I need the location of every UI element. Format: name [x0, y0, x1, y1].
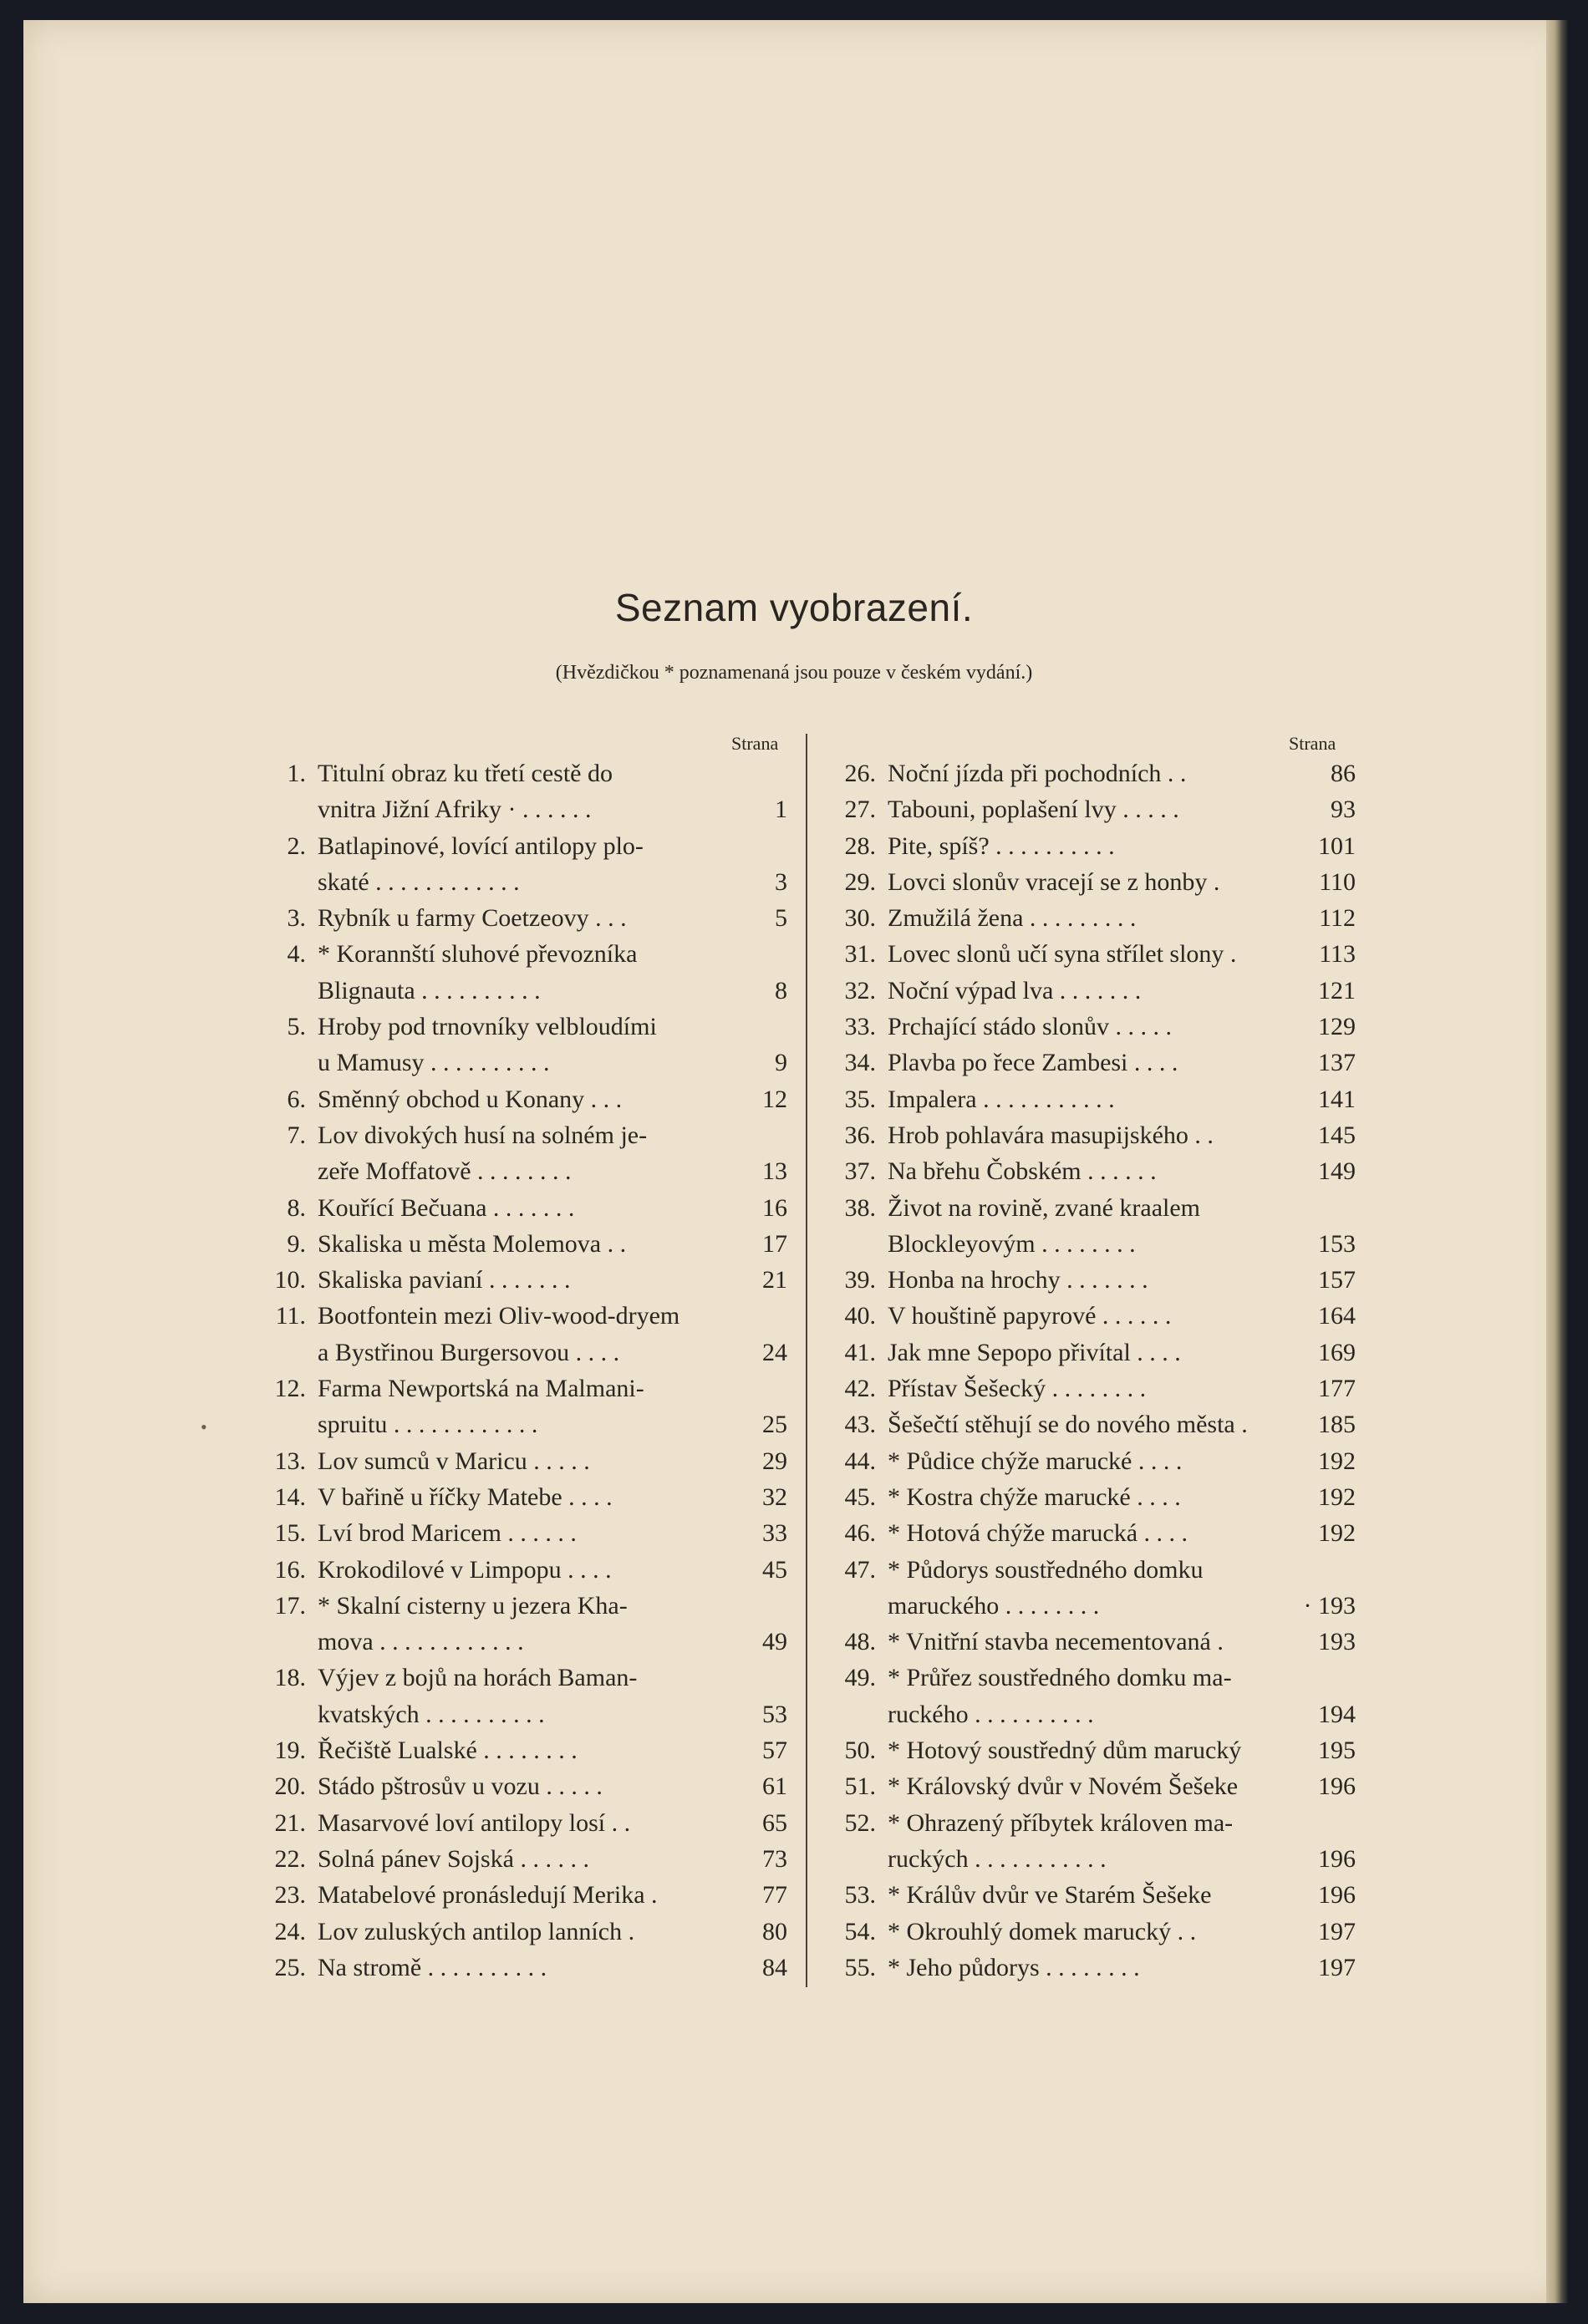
- toc-entry: [259, 1696, 787, 1732]
- toc-entry: [259, 1660, 787, 1696]
- right-column: [829, 755, 1356, 1986]
- entry-page: 93: [1331, 796, 1356, 824]
- entry-number: 15.: [274, 1519, 306, 1548]
- entry-title: Noční výpad lva . . . . . . .: [888, 976, 1142, 1004]
- toc-entry: [829, 1190, 1356, 1226]
- toc-entry: [259, 1914, 787, 1950]
- entry-number: 32.: [844, 976, 876, 1004]
- entry-page: 21: [762, 1266, 787, 1294]
- toc-entry: [829, 1588, 1356, 1624]
- toc-entry: [259, 755, 787, 791]
- entry-number: 43.: [844, 1411, 876, 1439]
- entry-page: 53: [762, 1700, 787, 1728]
- entry-page: 61: [762, 1772, 787, 1801]
- entry-page: 192: [1318, 1447, 1356, 1475]
- entry-page: 197: [1318, 1953, 1356, 1981]
- entry-number: 29.: [844, 867, 876, 896]
- entry-title: * Korannští sluhové převozníka: [318, 940, 638, 969]
- entry-title: Blockleyovým . . . . . . . .: [888, 1229, 1136, 1258]
- entry-number: 40.: [844, 1302, 876, 1330]
- entry-title: * Jeho půdorys . . . . . . . .: [888, 1953, 1140, 1981]
- entry-page: · 193: [1303, 1591, 1356, 1620]
- entry-title: Solná pánev Sojská . . . . . .: [318, 1844, 589, 1873]
- toc-entry: [259, 936, 787, 972]
- entry-page: 57: [762, 1737, 787, 1765]
- entry-title: * Královský dvůr v Novém Šešeke: [888, 1772, 1239, 1801]
- entry-page: 33: [762, 1519, 787, 1548]
- entry-title: Titulní obraz ku třetí cestě do: [318, 760, 613, 787]
- entry-number: 6.: [287, 1085, 306, 1113]
- entry-number: 47.: [844, 1555, 876, 1584]
- toc-entry: [829, 1009, 1356, 1045]
- entry-page: 9: [775, 1049, 787, 1077]
- entry-title: Výjev z bojů na horách Baman-: [318, 1664, 638, 1692]
- entry-title: Krokodilové v Limpopu . . . .: [318, 1555, 612, 1584]
- entry-number: 39.: [844, 1266, 876, 1294]
- entry-page: 77: [762, 1881, 787, 1910]
- entry-number: 12.: [274, 1375, 306, 1403]
- entry-page: 110: [1319, 867, 1356, 896]
- entry-title: Skaliska pavianí . . . . . . .: [318, 1266, 571, 1294]
- entry-title: u Mamusy . . . . . . . . . .: [318, 1049, 550, 1077]
- entry-title: Pite, spíš? . . . . . . . . . .: [888, 831, 1115, 860]
- entry-page: 45: [762, 1555, 787, 1584]
- entry-number: 25.: [274, 1953, 306, 1981]
- entry-title: Plavba po řece Zambesi . . . .: [888, 1049, 1178, 1077]
- toc-entry: [259, 900, 787, 936]
- toc-entry: [829, 1153, 1356, 1189]
- entry-page: 25: [762, 1411, 787, 1439]
- toc-entry: [829, 1696, 1356, 1732]
- entry-page: 157: [1318, 1266, 1356, 1294]
- entry-title: Život na rovině, zvané kraalem: [888, 1193, 1201, 1222]
- entry-title: Bootfontein mezi Oliv-wood-dryem: [318, 1302, 680, 1330]
- toc-entry: [259, 791, 787, 827]
- entry-number: 23.: [274, 1881, 306, 1910]
- entry-number: 50.: [844, 1737, 876, 1765]
- entry-page: 80: [762, 1917, 787, 1945]
- toc-entry: [829, 1298, 1356, 1334]
- strana-header-right: Strana: [1289, 733, 1336, 754]
- page-title: Seznam vyobrazení.: [614, 586, 974, 629]
- toc-entry: [829, 973, 1356, 1009]
- entry-title: Směnný obchod u Konany . . .: [318, 1085, 623, 1113]
- entry-page: 8: [775, 976, 787, 1004]
- entry-page: 192: [1318, 1519, 1356, 1548]
- entry-page: 1: [775, 796, 787, 824]
- entry-number: 31.: [844, 940, 876, 969]
- strana-header-left: Strana: [731, 733, 779, 754]
- entry-page: 197: [1318, 1917, 1356, 1945]
- entry-title: ruckého . . . . . . . . . .: [888, 1700, 1094, 1728]
- toc-entry: [829, 936, 1356, 972]
- entry-title: * Kostra chýže marucké . . . .: [888, 1482, 1181, 1511]
- toc-entry: [259, 1732, 787, 1768]
- toc-entry: [259, 1950, 787, 1986]
- margin-mark: •: [201, 1416, 207, 1437]
- toc-entry: [829, 1950, 1356, 1986]
- toc-entry: [259, 1298, 787, 1334]
- entry-number: 36.: [844, 1121, 876, 1149]
- entry-title: Batlapinové, lovící antilopy plo-: [318, 831, 644, 860]
- entry-number: 55.: [844, 1953, 876, 1981]
- entry-title: Hroby pod trnovníky velbloudími: [318, 1013, 657, 1041]
- entry-number: 21.: [274, 1808, 306, 1837]
- entry-page: 137: [1318, 1049, 1356, 1077]
- entry-number: 3.: [287, 904, 306, 933]
- entry-page: 113: [1319, 940, 1356, 969]
- entry-title: Kouřící Bečuana . . . . . . .: [318, 1193, 575, 1222]
- entry-title: Lov divokých husí na solném je-: [318, 1121, 648, 1149]
- entry-number: 16.: [274, 1555, 306, 1584]
- page-edge: [1546, 20, 1568, 2303]
- entry-title: ruckých . . . . . . . . . . .: [888, 1844, 1107, 1873]
- entry-number: 8.: [287, 1193, 306, 1222]
- toc-entry: [829, 1515, 1356, 1551]
- entry-number: 45.: [844, 1482, 876, 1511]
- entry-title: Šešečtí stěhují se do nového města .: [888, 1411, 1248, 1439]
- entry-number: 48.: [844, 1628, 876, 1656]
- entry-number: 10.: [274, 1266, 306, 1294]
- entry-page: 65: [762, 1808, 787, 1837]
- entry-title: * Hotový soustředný dům marucký: [888, 1737, 1242, 1765]
- entry-number: 14.: [274, 1482, 306, 1511]
- toc-entry: [259, 1552, 787, 1588]
- toc-entry: [259, 1877, 787, 1913]
- entry-title: vnitra Jižní Afriky · . . . . . .: [318, 796, 592, 824]
- toc-entry: [259, 1045, 787, 1081]
- entry-title: * Půdice chýže marucké . . . .: [888, 1447, 1183, 1475]
- entry-title: Skaliska u města Molemova . .: [318, 1229, 627, 1258]
- entry-number: 51.: [844, 1772, 876, 1801]
- entry-number: 19.: [274, 1737, 306, 1765]
- toc-entry: [829, 1335, 1356, 1370]
- toc-entry: [829, 1660, 1356, 1696]
- entry-number: 20.: [274, 1772, 306, 1801]
- entry-page: 169: [1318, 1338, 1356, 1366]
- toc-entry: [829, 1045, 1356, 1081]
- entry-number: 11.: [275, 1302, 306, 1330]
- entry-title: * Okrouhlý domek marucký . .: [888, 1917, 1197, 1945]
- entry-number: 26.: [844, 760, 876, 787]
- toc-entry: [259, 1624, 787, 1660]
- entry-number: 53.: [844, 1881, 876, 1910]
- toc-entry: [829, 1805, 1356, 1841]
- entry-title: Impalera . . . . . . . . . . .: [888, 1085, 1115, 1113]
- page-subtitle: (Hvězdičkou * poznamenaná jsou pouze v českém vydání.): [555, 662, 1033, 684]
- entry-page: 153: [1318, 1229, 1356, 1258]
- toc-entry: [829, 1479, 1356, 1515]
- entry-title: Farma Newportská na Malmani-: [318, 1375, 644, 1403]
- entry-number: 46.: [844, 1519, 876, 1548]
- entry-title: Lov zuluských antilop lanních .: [318, 1917, 635, 1945]
- entry-title: Zmužilá žena . . . . . . . . .: [888, 904, 1137, 933]
- toc-entry: [829, 1081, 1356, 1117]
- toc-entry: [829, 900, 1356, 936]
- entry-page: 12: [762, 1085, 787, 1113]
- toc-entry: [259, 1479, 787, 1515]
- toc-entry: [259, 1588, 787, 1624]
- entry-number: 4.: [287, 940, 306, 969]
- entry-page: 13: [762, 1157, 787, 1186]
- entry-page: 195: [1318, 1737, 1356, 1765]
- entry-page: 84: [762, 1953, 787, 1981]
- entry-page: 196: [1318, 1772, 1356, 1801]
- toc-entry: [829, 1552, 1356, 1588]
- toc-entry: [259, 1009, 787, 1045]
- entry-title: Hrob pohlavára masupijského . .: [888, 1121, 1214, 1149]
- entry-number: 5.: [287, 1013, 306, 1041]
- toc-entry: [259, 864, 787, 900]
- entry-title: Lví brod Maricem . . . . . .: [318, 1519, 577, 1548]
- entry-page: 194: [1318, 1700, 1356, 1728]
- entry-number: 33.: [844, 1013, 876, 1041]
- left-column: [259, 755, 787, 1986]
- entry-number: 2.: [287, 831, 306, 860]
- entry-title: Noční jízda při pochodních . .: [888, 760, 1187, 787]
- entry-title: Lovci slonův vracejí se z honby .: [888, 867, 1220, 896]
- entry-page: 16: [762, 1193, 787, 1222]
- toc-entry: [259, 1805, 787, 1841]
- entry-page: 177: [1318, 1375, 1356, 1403]
- entry-title: Blignauta . . . . . . . . . .: [318, 976, 541, 1004]
- entry-title: * Skalní cisterny u jezera Kha-: [318, 1591, 628, 1620]
- column-divider: [806, 734, 807, 1987]
- entry-title: Přístav Šešecký . . . . . . . .: [888, 1375, 1147, 1403]
- toc-entry: [259, 1190, 787, 1226]
- entry-page: 196: [1318, 1844, 1356, 1873]
- toc-entry: [829, 1768, 1356, 1804]
- entry-number: 24.: [274, 1917, 306, 1945]
- entry-title: zeře Moffatově . . . . . . . .: [318, 1157, 572, 1186]
- entry-title: * Hotová chýže marucká . . . .: [888, 1519, 1188, 1548]
- entry-page: 24: [762, 1338, 787, 1366]
- entry-number: 13.: [274, 1447, 306, 1475]
- entry-title: a Bystřinou Burgersovou . . . .: [318, 1338, 620, 1366]
- entry-number: 27.: [844, 796, 876, 824]
- entry-title: Honba na hrochy . . . . . . .: [888, 1266, 1148, 1294]
- entry-number: 17.: [274, 1591, 306, 1620]
- toc-entry: [259, 1370, 787, 1406]
- entry-page: 141: [1318, 1085, 1356, 1113]
- entry-title: Jak mne Sepopo přivítal . . . .: [888, 1338, 1181, 1366]
- entry-page: 73: [762, 1844, 787, 1873]
- entry-title: * Vnitřní stavba necementovaná .: [888, 1628, 1224, 1656]
- entry-page: 164: [1318, 1302, 1356, 1330]
- entry-title: * Ohrazený příbytek královen ma-: [888, 1808, 1234, 1837]
- entry-title: maruckého . . . . . . . .: [888, 1591, 1100, 1620]
- toc-entry: [259, 1226, 787, 1262]
- toc-entry: [259, 1406, 787, 1442]
- entry-page: 112: [1319, 904, 1356, 933]
- entry-number: 30.: [844, 904, 876, 933]
- toc-entry: [259, 973, 787, 1009]
- entry-title: Prchající stádo slonův . . . . .: [888, 1013, 1172, 1041]
- toc-entry: [829, 1877, 1356, 1913]
- entry-number: 7.: [287, 1121, 306, 1149]
- entry-page: 196: [1318, 1881, 1356, 1910]
- toc-entry: [829, 1370, 1356, 1406]
- entry-page: 192: [1318, 1482, 1356, 1511]
- toc-entry: [829, 791, 1356, 827]
- entry-title: Lov sumců v Maricu . . . . .: [318, 1447, 590, 1475]
- toc-entry: [829, 1914, 1356, 1950]
- entry-title: Lovec slonů učí syna střílet slony .: [888, 940, 1237, 969]
- toc-entry: [259, 828, 787, 864]
- entry-page: 149: [1318, 1157, 1356, 1186]
- entry-page: 121: [1318, 976, 1356, 1004]
- entry-title: V bařině u říčky Matebe . . . .: [318, 1482, 613, 1511]
- toc-entry: [259, 1515, 787, 1551]
- entry-title: Masarvové loví antilopy losí . .: [318, 1808, 631, 1837]
- toc-entry: [829, 755, 1356, 791]
- entry-page: 17: [762, 1229, 787, 1258]
- entry-number: 18.: [274, 1664, 306, 1692]
- toc-entry: [259, 1335, 787, 1370]
- entry-title: * Půdorys soustředného domku: [888, 1555, 1204, 1584]
- toc-entry: [259, 1117, 787, 1153]
- toc-entry: [259, 1262, 787, 1298]
- toc-entry: [829, 1732, 1356, 1768]
- entry-number: 42.: [844, 1375, 876, 1403]
- toc-entry: [829, 864, 1356, 900]
- entry-number: 52.: [844, 1808, 876, 1837]
- entry-page: 145: [1318, 1121, 1356, 1149]
- toc-entry: [259, 1841, 787, 1877]
- entry-page: 86: [1331, 760, 1356, 787]
- entry-title: skaté . . . . . . . . . . . .: [318, 867, 520, 896]
- entry-title: Na břehu Čobském . . . . . .: [888, 1157, 1157, 1186]
- entry-number: 35.: [844, 1085, 876, 1113]
- entry-number: 41.: [844, 1338, 876, 1366]
- entry-number: 9.: [287, 1229, 306, 1258]
- entry-title: Stádo pštrosův u vozu . . . . .: [318, 1772, 603, 1801]
- entry-number: 34.: [844, 1049, 876, 1077]
- toc-entry: [829, 1841, 1356, 1877]
- entry-number: 38.: [844, 1193, 876, 1222]
- entry-page: 5: [775, 904, 787, 933]
- entry-title: kvatských . . . . . . . . . .: [318, 1700, 545, 1728]
- entry-title: Na stromě . . . . . . . . . .: [318, 1953, 547, 1981]
- entry-number: 1.: [287, 760, 306, 787]
- entry-title: V houštině papyrové . . . . . .: [888, 1302, 1172, 1330]
- entry-title: * Průřez soustředného domku ma-: [888, 1664, 1232, 1692]
- toc-entry: [829, 1262, 1356, 1298]
- toc-entry: [259, 1153, 787, 1189]
- entry-page: 193: [1318, 1628, 1356, 1656]
- toc-entry: [829, 1624, 1356, 1660]
- entry-page: 32: [762, 1482, 787, 1511]
- entry-number: 22.: [274, 1844, 306, 1873]
- entry-title: Rybník u farmy Coetzeovy . . .: [318, 904, 627, 933]
- toc-entry: [829, 1117, 1356, 1153]
- entry-page: 3: [775, 867, 787, 896]
- toc-entry: [259, 1443, 787, 1479]
- entry-number: 49.: [844, 1664, 876, 1692]
- entry-page: 129: [1318, 1013, 1356, 1041]
- entry-number: 44.: [844, 1447, 876, 1475]
- entry-title: Tabouni, poplašení lvy . . . . .: [888, 796, 1179, 824]
- toc-entry: [259, 1768, 787, 1804]
- entry-page: 185: [1318, 1411, 1356, 1439]
- toc-entry: [829, 1406, 1356, 1442]
- entry-number: 37.: [844, 1157, 876, 1186]
- entry-title: Řečiště Lualské . . . . . . . .: [318, 1737, 578, 1765]
- toc-entry: [829, 828, 1356, 864]
- entry-title: * Králův dvůr ve Starém Šešeke: [888, 1881, 1212, 1910]
- entry-number: 28.: [844, 831, 876, 860]
- toc-entry: [829, 1443, 1356, 1479]
- entry-page: 101: [1318, 831, 1356, 860]
- toc-entry: [259, 1081, 787, 1117]
- entry-title: mova . . . . . . . . . . . .: [318, 1628, 524, 1656]
- entry-title: spruitu . . . . . . . . . . . .: [318, 1411, 538, 1439]
- entry-title: Matabelové pronásledují Merika .: [318, 1881, 658, 1910]
- entry-page: 49: [762, 1628, 787, 1656]
- entry-number: 54.: [844, 1917, 876, 1945]
- toc-entry: [829, 1226, 1356, 1262]
- entry-page: 29: [762, 1447, 787, 1475]
